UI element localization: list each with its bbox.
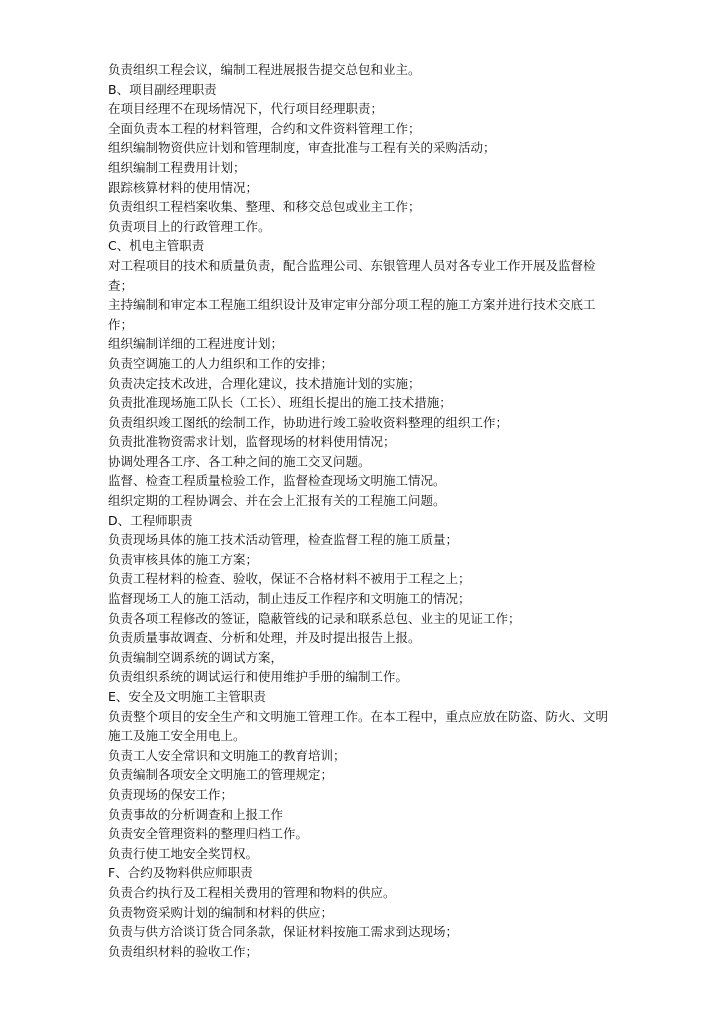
text-line: 负责批准现场施工队长（工长）、班组长提出的施工技术措施； (108, 395, 452, 411)
text-line: 组织编制工程费用计划； (108, 159, 246, 175)
text-line: 协调处理各工序、各工种之间的施工交叉问题。 (108, 453, 371, 469)
text-line: 负责质量事故调查、分析和处理，并及时提出报告上报。 (108, 630, 421, 646)
text-line: 负责工程材料的检查、验收，保证不合格材料不被用于工程之上； (108, 571, 471, 587)
text-line: 组织编制详细的工程进度计划； (108, 336, 284, 352)
text-line: 负责组织竣工图纸的绘制工作，协助进行竣工验收资料整理的组织工作； (108, 414, 509, 430)
text-line: 主持编制和审定本工程施工组织设计及审定审分部分项工程的施工方案并进行技术交底工作； (108, 297, 596, 332)
text-line: 对工程项目的技术和质量负责，配合监理公司、东银管理人员对各专业工作开展及监督检查； (108, 257, 596, 293)
text-line: 在项目经理不在现场情况下，代行项目经理职责； (108, 101, 384, 117)
section-heading: D、工程师职责 (108, 512, 193, 528)
section-heading: C、机电主管职责 (108, 238, 205, 254)
text-line: 负责安全管理资料的整理归档工作。 (108, 826, 309, 842)
section-heading: B、项目副经理职责 (108, 81, 217, 97)
text-line: 负责各项工程修改的签证，隐蔽管线的记录和联系总包、业主的见证工作； (108, 610, 521, 626)
text-line: 负责组织工程档案收集、整理、和移交总包或业主工作； (108, 199, 421, 215)
text-line: 组织编制物资供应计划和管理制度，审查批准与工程有关的采购活动； (108, 140, 496, 156)
section-heading: E、安全及文明施工主管职责 (108, 689, 266, 704)
text-line: 负责组织工程会议，编制工程进展报告提交总包和业主。 (108, 62, 421, 77)
text-line: 负责编制各项安全文明施工的管理规定； (108, 767, 334, 783)
text-line: 负责工人安全常识和文明施工的教育培训； (108, 747, 346, 763)
text-line: 监督、检查工程质量检验工作，监督检查现场文明施工情况。 (108, 473, 446, 489)
text-line: 跟踪核算材料的使用情况； (108, 179, 259, 195)
text-line: 负责行使工地安全奖罚权。 (108, 845, 259, 861)
text-line: 负责组织材料的验收工作； (108, 943, 259, 959)
text-line: 负责整个项目的安全生产和文明施工管理工作。在本工程中，重点应放在防盗、防火、文明施工及施工安全用电上。 (108, 708, 609, 744)
text-line: 负责项目上的行政管理工作。 (108, 218, 271, 234)
text-line: 负责决定技术改进，合理化建议，技术措施计划的实施； (108, 375, 421, 391)
text-line: 负责组织系统的调试运行和使用维护手册的编制工作。 (108, 669, 409, 685)
text-line: 负责空调施工的人力组织和工作的安排； (108, 355, 334, 371)
text-line: 负责物资采购计划的编制和材料的供应； (108, 904, 334, 920)
text-line: 负责现场的保安工作； (108, 786, 234, 802)
text-line: 负责编制空调系统的调试方案， (108, 649, 284, 665)
text-line: 负责合约执行及工程相关费用的管理和物料的供应。 (108, 884, 396, 900)
text-line: 全面负责本工程的材料管理，合约和文件资料管理工作； (108, 120, 421, 136)
text-line: 组织定期的工程协调会、并在会上汇报有关的工程施工问题。 (108, 493, 446, 509)
text-line: 负责现场具体的施工技术活动管理，检查监督工程的施工质量； (108, 532, 459, 548)
text-line: 负责审核具体的施工方案； (108, 551, 259, 567)
text-line: 监督现场工人的施工活动，制止违反工作程序和文明施工的情况； (108, 591, 471, 607)
text-line: 负责事故的分析调查和上报工作 (108, 806, 284, 822)
document-body (108, 60, 620, 961)
text-line: 负责批准物资需求计划，监督现场的材料使用情况； (108, 434, 396, 450)
section-heading: F、合约及物料供应师职责 (108, 865, 253, 881)
text-line: 负责与供方洽谈订货合同条款，保证材料按施工需求到达现场； (108, 924, 459, 940)
